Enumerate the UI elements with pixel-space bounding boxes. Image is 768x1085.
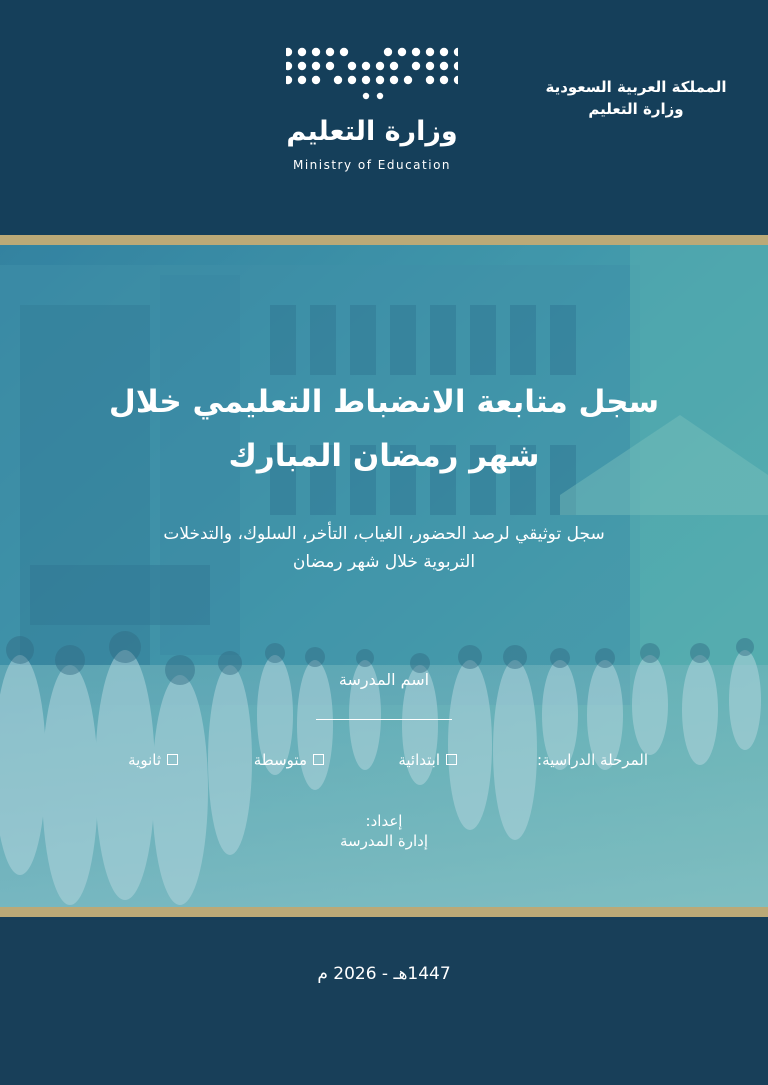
checkbox-icon[interactable] bbox=[167, 754, 178, 765]
logo-english-text: Ministry of Education bbox=[292, 158, 452, 172]
stage-row bbox=[0, 751, 768, 775]
gold-divider-bottom bbox=[0, 907, 768, 917]
title-line-1: سجل متابعة الانضباط التعليمي خلال bbox=[108, 384, 660, 420]
prepared-by-value: إدارة المدرسة bbox=[339, 832, 429, 850]
title-line-2: شهر رمضان المبارك bbox=[228, 438, 540, 474]
school-photo-background bbox=[0, 245, 768, 907]
ministry-name: وزارة التعليم bbox=[588, 100, 684, 118]
stage-label: المرحلة الدراسية: bbox=[537, 751, 648, 769]
gold-divider-top bbox=[0, 235, 768, 245]
stage-option-intermediate[interactable] bbox=[254, 751, 324, 769]
subtitle-line-1: سجل توثيقي لرصد الحضور، الغياب، التأخر، السلوك، والتدخلات bbox=[163, 524, 605, 544]
document-year: 1447هـ - 2026 م bbox=[317, 964, 451, 984]
document-subtitle bbox=[0, 520, 768, 576]
subtitle-line-2: التربوية خلال شهر رمضان bbox=[292, 552, 476, 572]
stage-option-label: ابتدائية bbox=[398, 751, 440, 769]
country-name: المملكة العربية السعودية bbox=[545, 78, 727, 96]
stage-option-label: متوسطة bbox=[253, 751, 307, 769]
stage-option-secondary[interactable] bbox=[128, 751, 178, 769]
footer-band bbox=[0, 917, 768, 1085]
stage-option-label: ثانوية bbox=[128, 751, 161, 769]
ministry-logo bbox=[282, 46, 467, 186]
logo-arabic-text: وزارة التعليم bbox=[286, 116, 458, 147]
prepared-by-label: إعداد: bbox=[365, 812, 403, 830]
school-name-label: اسم المدرسة bbox=[338, 670, 430, 689]
document-title bbox=[0, 375, 768, 483]
cover-hero bbox=[0, 245, 768, 907]
school-name-blank-line bbox=[316, 719, 452, 720]
header-band bbox=[0, 0, 768, 235]
prepared-by bbox=[0, 811, 768, 851]
stage-option-primary[interactable] bbox=[398, 751, 457, 769]
checkbox-icon[interactable] bbox=[313, 754, 324, 765]
logo-dots-icon bbox=[286, 46, 458, 106]
government-heading bbox=[526, 76, 746, 120]
checkbox-icon[interactable] bbox=[446, 754, 457, 765]
